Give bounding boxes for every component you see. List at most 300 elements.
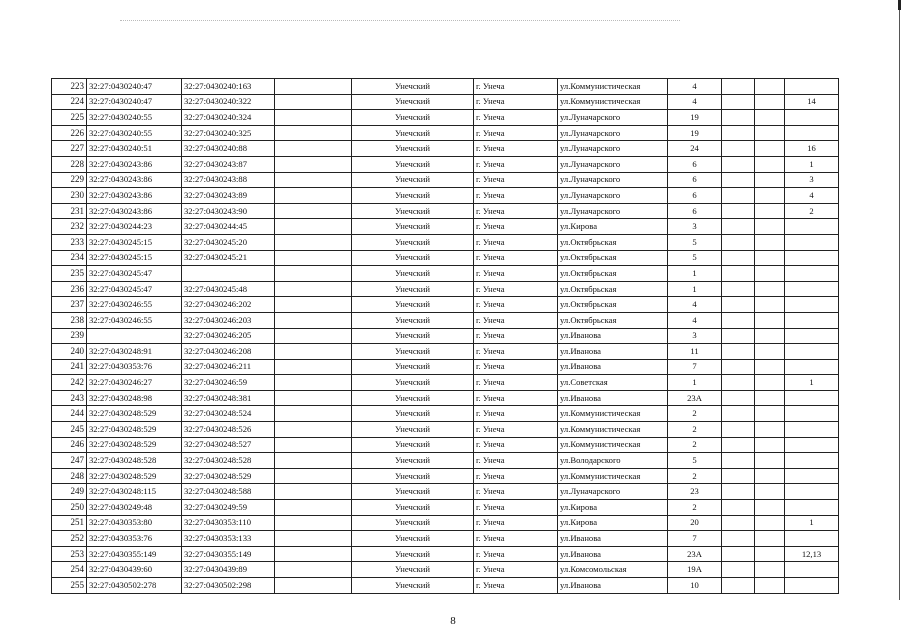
- district-cell: Унечский: [352, 141, 474, 157]
- district-cell: Унечский: [352, 531, 474, 547]
- cadastral-number-object: 32:27:0430240:88: [182, 141, 275, 157]
- empty-cell: [755, 500, 785, 516]
- row-number: 236: [52, 281, 87, 297]
- empty-cell: [275, 422, 352, 438]
- house-number-cell: 6: [668, 188, 722, 204]
- empty-cell: [275, 125, 352, 141]
- cadastral-number-object: 32:27:0430246:202: [182, 297, 275, 313]
- empty-cell: [722, 515, 755, 531]
- district-cell: Унечский: [352, 390, 474, 406]
- table-row: [52, 437, 839, 453]
- table-row: [52, 203, 839, 219]
- apartment-number-cell: [785, 390, 839, 406]
- row-number: 243: [52, 390, 87, 406]
- empty-cell: [275, 375, 352, 391]
- registry-body: [52, 79, 839, 594]
- row-number: 251: [52, 515, 87, 531]
- apartment-number-cell: [785, 328, 839, 344]
- table-row: [52, 219, 839, 235]
- empty-cell: [275, 79, 352, 95]
- empty-cell: [722, 266, 755, 282]
- city-cell: г. Унеча: [474, 156, 558, 172]
- city-cell: г. Унеча: [474, 110, 558, 126]
- street-cell: ул.Иванова: [558, 531, 668, 547]
- empty-cell: [275, 344, 352, 360]
- cadastral-number-object: 32:27:0430245:48: [182, 281, 275, 297]
- empty-cell: [755, 79, 785, 95]
- street-cell: ул.Луначарского: [558, 188, 668, 204]
- street-cell: ул.Коммунистическая: [558, 79, 668, 95]
- house-number-cell: 5: [668, 234, 722, 250]
- house-number-cell: 2: [668, 500, 722, 516]
- empty-cell: [722, 312, 755, 328]
- house-number-cell: 23А: [668, 546, 722, 562]
- row-number: 249: [52, 484, 87, 500]
- table-row: [52, 484, 839, 500]
- row-number: 252: [52, 531, 87, 547]
- city-cell: г. Унеча: [474, 500, 558, 516]
- street-cell: ул.Иванова: [558, 359, 668, 375]
- empty-cell: [722, 328, 755, 344]
- empty-cell: [722, 297, 755, 313]
- empty-cell: [275, 250, 352, 266]
- house-number-cell: 4: [668, 79, 722, 95]
- empty-cell: [275, 156, 352, 172]
- empty-cell: [722, 531, 755, 547]
- apartment-number-cell: [785, 281, 839, 297]
- cadastral-number-parcel: 32:27:0430244:23: [87, 219, 182, 235]
- row-number: 255: [52, 578, 87, 594]
- apartment-number-cell: [785, 359, 839, 375]
- empty-cell: [755, 375, 785, 391]
- street-cell: ул.Луначарского: [558, 125, 668, 141]
- empty-cell: [755, 515, 785, 531]
- apartment-number-cell: [785, 406, 839, 422]
- empty-cell: [755, 266, 785, 282]
- table-row: [52, 468, 839, 484]
- street-cell: ул.Коммунистическая: [558, 468, 668, 484]
- cadastral-number-parcel: 32:27:0430240:55: [87, 110, 182, 126]
- row-number: 239: [52, 328, 87, 344]
- empty-cell: [755, 359, 785, 375]
- house-number-cell: 5: [668, 250, 722, 266]
- empty-cell: [755, 453, 785, 469]
- apartment-number-cell: 1: [785, 515, 839, 531]
- table-row: [52, 141, 839, 157]
- apartment-number-cell: 2: [785, 203, 839, 219]
- street-cell: ул.Луначарского: [558, 172, 668, 188]
- district-cell: Унечский: [352, 453, 474, 469]
- street-cell: ул.Советская: [558, 375, 668, 391]
- empty-cell: [722, 156, 755, 172]
- cadastral-number-object: 32:27:0430502:298: [182, 578, 275, 594]
- cadastral-number-object: 32:27:0430245:21: [182, 250, 275, 266]
- apartment-number-cell: [785, 297, 839, 313]
- row-number: 235: [52, 266, 87, 282]
- district-cell: Унечский: [352, 515, 474, 531]
- street-cell: ул.Луначарского: [558, 110, 668, 126]
- street-cell: ул.Иванова: [558, 328, 668, 344]
- empty-cell: [722, 546, 755, 562]
- empty-cell: [275, 546, 352, 562]
- property-registry-table: [51, 78, 839, 594]
- row-number: 254: [52, 562, 87, 578]
- empty-cell: [722, 390, 755, 406]
- district-cell: Унечский: [352, 344, 474, 360]
- district-cell: Унечский: [352, 375, 474, 391]
- empty-cell: [722, 172, 755, 188]
- cadastral-number-parcel: 32:27:0430240:47: [87, 79, 182, 95]
- house-number-cell: 10: [668, 578, 722, 594]
- table-row: [52, 297, 839, 313]
- street-cell: ул.Луначарского: [558, 156, 668, 172]
- apartment-number-cell: [785, 266, 839, 282]
- empty-cell: [722, 422, 755, 438]
- empty-cell: [275, 234, 352, 250]
- empty-cell: [275, 468, 352, 484]
- cadastral-number-object: 32:27:0430355:149: [182, 546, 275, 562]
- table-row: [52, 328, 839, 344]
- city-cell: г. Унеча: [474, 219, 558, 235]
- empty-cell: [275, 172, 352, 188]
- district-cell: Унечский: [352, 125, 474, 141]
- empty-cell: [755, 125, 785, 141]
- empty-cell: [722, 219, 755, 235]
- empty-cell: [722, 344, 755, 360]
- empty-cell: [722, 250, 755, 266]
- empty-cell: [722, 500, 755, 516]
- row-number: 230: [52, 188, 87, 204]
- house-number-cell: 1: [668, 375, 722, 391]
- empty-cell: [722, 578, 755, 594]
- empty-cell: [275, 94, 352, 110]
- cadastral-number-parcel: 32:27:0430243:86: [87, 172, 182, 188]
- city-cell: г. Унеча: [474, 468, 558, 484]
- district-cell: Унечский: [352, 79, 474, 95]
- table-row: [52, 156, 839, 172]
- cadastral-number-object: 32:27:0430246:203: [182, 312, 275, 328]
- apartment-number-cell: 4: [785, 188, 839, 204]
- street-cell: ул.Октябрьская: [558, 312, 668, 328]
- cadastral-number-object: 32:27:0430245:20: [182, 234, 275, 250]
- cadastral-number-object: 32:27:0430248:524: [182, 406, 275, 422]
- house-number-cell: 2: [668, 437, 722, 453]
- apartment-number-cell: 3: [785, 172, 839, 188]
- cadastral-number-parcel: 32:27:0430245:47: [87, 266, 182, 282]
- city-cell: г. Унеча: [474, 281, 558, 297]
- table-row: [52, 515, 839, 531]
- house-number-cell: 23: [668, 484, 722, 500]
- city-cell: г. Унеча: [474, 297, 558, 313]
- cadastral-number-parcel: 32:27:0430243:86: [87, 203, 182, 219]
- cadastral-number-object: 32:27:0430240:322: [182, 94, 275, 110]
- district-cell: Унечский: [352, 266, 474, 282]
- apartment-number-cell: [785, 562, 839, 578]
- city-cell: г. Унеча: [474, 266, 558, 282]
- cadastral-number-parcel: 32:27:0430245:15: [87, 234, 182, 250]
- city-cell: г. Унеча: [474, 546, 558, 562]
- cadastral-number-parcel: 32:27:0430249:48: [87, 500, 182, 516]
- empty-cell: [755, 188, 785, 204]
- house-number-cell: 5: [668, 453, 722, 469]
- street-cell: ул.Октябрьская: [558, 297, 668, 313]
- empty-cell: [275, 219, 352, 235]
- street-cell: ул.Октябрьская: [558, 266, 668, 282]
- scan-artifact-top: [120, 20, 680, 21]
- house-number-cell: 20: [668, 515, 722, 531]
- cadastral-number-parcel: 32:27:0430248:529: [87, 422, 182, 438]
- city-cell: г. Унеча: [474, 328, 558, 344]
- empty-cell: [755, 219, 785, 235]
- cadastral-number-parcel: 32:27:0430248:115: [87, 484, 182, 500]
- cadastral-number-object: 32:27:0430249:59: [182, 500, 275, 516]
- district-cell: Унечский: [352, 422, 474, 438]
- empty-cell: [275, 390, 352, 406]
- apartment-number-cell: [785, 468, 839, 484]
- cadastral-number-object: 32:27:0430240:163: [182, 79, 275, 95]
- district-cell: Унечский: [352, 500, 474, 516]
- apartment-number-cell: [785, 453, 839, 469]
- empty-cell: [755, 141, 785, 157]
- cadastral-number-object: 32:27:0430439:89: [182, 562, 275, 578]
- apartment-number-cell: 12,13: [785, 546, 839, 562]
- cadastral-number-parcel: 32:27:0430243:86: [87, 188, 182, 204]
- cadastral-number-parcel: 32:27:0430248:529: [87, 468, 182, 484]
- row-number: 241: [52, 359, 87, 375]
- empty-cell: [722, 484, 755, 500]
- street-cell: ул.Коммунистическая: [558, 422, 668, 438]
- row-number: 244: [52, 406, 87, 422]
- empty-cell: [755, 468, 785, 484]
- cadastral-number-object: 32:27:0430243:90: [182, 203, 275, 219]
- empty-cell: [722, 359, 755, 375]
- house-number-cell: 3: [668, 328, 722, 344]
- cadastral-number-object: [182, 266, 275, 282]
- house-number-cell: 24: [668, 141, 722, 157]
- cadastral-number-parcel: 32:27:0430502:278: [87, 578, 182, 594]
- row-number: 233: [52, 234, 87, 250]
- empty-cell: [755, 281, 785, 297]
- empty-cell: [275, 562, 352, 578]
- empty-cell: [755, 531, 785, 547]
- empty-cell: [275, 141, 352, 157]
- empty-cell: [275, 406, 352, 422]
- cadastral-number-object: 32:27:0430246:205: [182, 328, 275, 344]
- row-number: 224: [52, 94, 87, 110]
- district-cell: Унечский: [352, 546, 474, 562]
- empty-cell: [275, 453, 352, 469]
- cadastral-number-parcel: 32:27:0430353:76: [87, 531, 182, 547]
- row-number: 226: [52, 125, 87, 141]
- city-cell: г. Унеча: [474, 312, 558, 328]
- cadastral-number-object: 32:27:0430353:133: [182, 531, 275, 547]
- empty-cell: [755, 156, 785, 172]
- apartment-number-cell: [785, 312, 839, 328]
- district-cell: Унечский: [352, 156, 474, 172]
- house-number-cell: 2: [668, 468, 722, 484]
- table-row: [52, 188, 839, 204]
- cadastral-number-parcel: 32:27:0430353:76: [87, 359, 182, 375]
- cadastral-number-parcel: 32:27:0430245:15: [87, 250, 182, 266]
- apartment-number-cell: [785, 578, 839, 594]
- city-cell: г. Унеча: [474, 172, 558, 188]
- scan-edge-mark: [898, 0, 901, 10]
- city-cell: г. Унеча: [474, 94, 558, 110]
- empty-cell: [755, 312, 785, 328]
- table-row: [52, 234, 839, 250]
- city-cell: г. Унеча: [474, 125, 558, 141]
- district-cell: Унечский: [352, 188, 474, 204]
- city-cell: г. Унеча: [474, 375, 558, 391]
- row-number: 228: [52, 156, 87, 172]
- cadastral-number-parcel: 32:27:0430245:47: [87, 281, 182, 297]
- cadastral-number-parcel: 32:27:0430240:47: [87, 94, 182, 110]
- district-cell: Унечский: [352, 234, 474, 250]
- apartment-number-cell: [785, 422, 839, 438]
- city-cell: г. Унеча: [474, 344, 558, 360]
- empty-cell: [722, 79, 755, 95]
- cadastral-number-parcel: 32:27:0430248:529: [87, 437, 182, 453]
- street-cell: ул.Коммунистическая: [558, 437, 668, 453]
- empty-cell: [722, 468, 755, 484]
- empty-cell: [755, 422, 785, 438]
- empty-cell: [722, 188, 755, 204]
- city-cell: г. Унеча: [474, 437, 558, 453]
- row-number: 248: [52, 468, 87, 484]
- cadastral-number-parcel: 32:27:0430248:98: [87, 390, 182, 406]
- city-cell: г. Унеча: [474, 203, 558, 219]
- table-row: [52, 172, 839, 188]
- empty-cell: [275, 110, 352, 126]
- street-cell: ул.Луначарского: [558, 141, 668, 157]
- city-cell: г. Унеча: [474, 422, 558, 438]
- empty-cell: [755, 297, 785, 313]
- city-cell: г. Унеча: [474, 390, 558, 406]
- apartment-number-cell: [785, 531, 839, 547]
- street-cell: ул.Комсомольская: [558, 562, 668, 578]
- street-cell: ул.Кирова: [558, 500, 668, 516]
- city-cell: г. Унеча: [474, 453, 558, 469]
- district-cell: Унечский: [352, 110, 474, 126]
- apartment-number-cell: 16: [785, 141, 839, 157]
- empty-cell: [275, 266, 352, 282]
- empty-cell: [275, 484, 352, 500]
- table-row: [52, 531, 839, 547]
- table-row: [52, 125, 839, 141]
- row-number: 240: [52, 344, 87, 360]
- house-number-cell: 1: [668, 266, 722, 282]
- district-cell: Унечский: [352, 484, 474, 500]
- empty-cell: [755, 546, 785, 562]
- city-cell: г. Унеча: [474, 250, 558, 266]
- empty-cell: [722, 453, 755, 469]
- city-cell: г. Унеча: [474, 562, 558, 578]
- cadastral-number-object: 32:27:0430248:526: [182, 422, 275, 438]
- empty-cell: [722, 281, 755, 297]
- district-cell: Унечский: [352, 312, 474, 328]
- empty-cell: [755, 406, 785, 422]
- apartment-number-cell: [785, 125, 839, 141]
- house-number-cell: 2: [668, 422, 722, 438]
- row-number: 234: [52, 250, 87, 266]
- city-cell: г. Унеча: [474, 234, 558, 250]
- cadastral-number-object: 32:27:0430353:110: [182, 515, 275, 531]
- table-row: [52, 546, 839, 562]
- street-cell: ул.Кирова: [558, 219, 668, 235]
- cadastral-number-parcel: 32:27:0430246:27: [87, 375, 182, 391]
- cadastral-number-object: 32:27:0430246:59: [182, 375, 275, 391]
- district-cell: Унечский: [352, 219, 474, 235]
- row-number: 246: [52, 437, 87, 453]
- city-cell: г. Унеча: [474, 79, 558, 95]
- empty-cell: [722, 375, 755, 391]
- cadastral-number-object: 32:27:0430248:381: [182, 390, 275, 406]
- table-row: [52, 375, 839, 391]
- cadastral-number-parcel: 32:27:0430246:55: [87, 312, 182, 328]
- empty-cell: [275, 281, 352, 297]
- cadastral-number-object: 32:27:0430246:211: [182, 359, 275, 375]
- empty-cell: [755, 234, 785, 250]
- table-row: [52, 422, 839, 438]
- apartment-number-cell: [785, 484, 839, 500]
- table-row: [52, 562, 839, 578]
- cadastral-number-object: 32:27:0430240:325: [182, 125, 275, 141]
- district-cell: Унечский: [352, 203, 474, 219]
- city-cell: г. Унеча: [474, 188, 558, 204]
- row-number: 247: [52, 453, 87, 469]
- house-number-cell: 7: [668, 359, 722, 375]
- row-number: 225: [52, 110, 87, 126]
- row-number: 237: [52, 297, 87, 313]
- cadastral-number-object: 32:27:0430248:527: [182, 437, 275, 453]
- cadastral-number-parcel: 32:27:0430243:86: [87, 156, 182, 172]
- empty-cell: [275, 188, 352, 204]
- row-number: 223: [52, 79, 87, 95]
- empty-cell: [275, 531, 352, 547]
- scan-edge-line: [899, 0, 900, 600]
- table-row: [52, 453, 839, 469]
- street-cell: ул.Коммунистическая: [558, 406, 668, 422]
- house-number-cell: 4: [668, 297, 722, 313]
- house-number-cell: 2: [668, 406, 722, 422]
- cadastral-number-object: 32:27:0430240:324: [182, 110, 275, 126]
- empty-cell: [755, 110, 785, 126]
- empty-cell: [755, 390, 785, 406]
- house-number-cell: 6: [668, 156, 722, 172]
- district-cell: Унечский: [352, 94, 474, 110]
- district-cell: Унечский: [352, 250, 474, 266]
- empty-cell: [275, 297, 352, 313]
- house-number-cell: 3: [668, 219, 722, 235]
- apartment-number-cell: [785, 234, 839, 250]
- empty-cell: [722, 141, 755, 157]
- table-row: [52, 250, 839, 266]
- empty-cell: [722, 94, 755, 110]
- cadastral-number-object: 32:27:0430244:45: [182, 219, 275, 235]
- row-number: 245: [52, 422, 87, 438]
- empty-cell: [722, 234, 755, 250]
- apartment-number-cell: [785, 344, 839, 360]
- cadastral-number-parcel: 32:27:0430353:80: [87, 515, 182, 531]
- house-number-cell: 7: [668, 531, 722, 547]
- city-cell: г. Унеча: [474, 484, 558, 500]
- empty-cell: [722, 437, 755, 453]
- row-number: 238: [52, 312, 87, 328]
- row-number: 253: [52, 546, 87, 562]
- street-cell: ул.Коммунистическая: [558, 94, 668, 110]
- apartment-number-cell: 1: [785, 375, 839, 391]
- cadastral-number-parcel: 32:27:0430355:149: [87, 546, 182, 562]
